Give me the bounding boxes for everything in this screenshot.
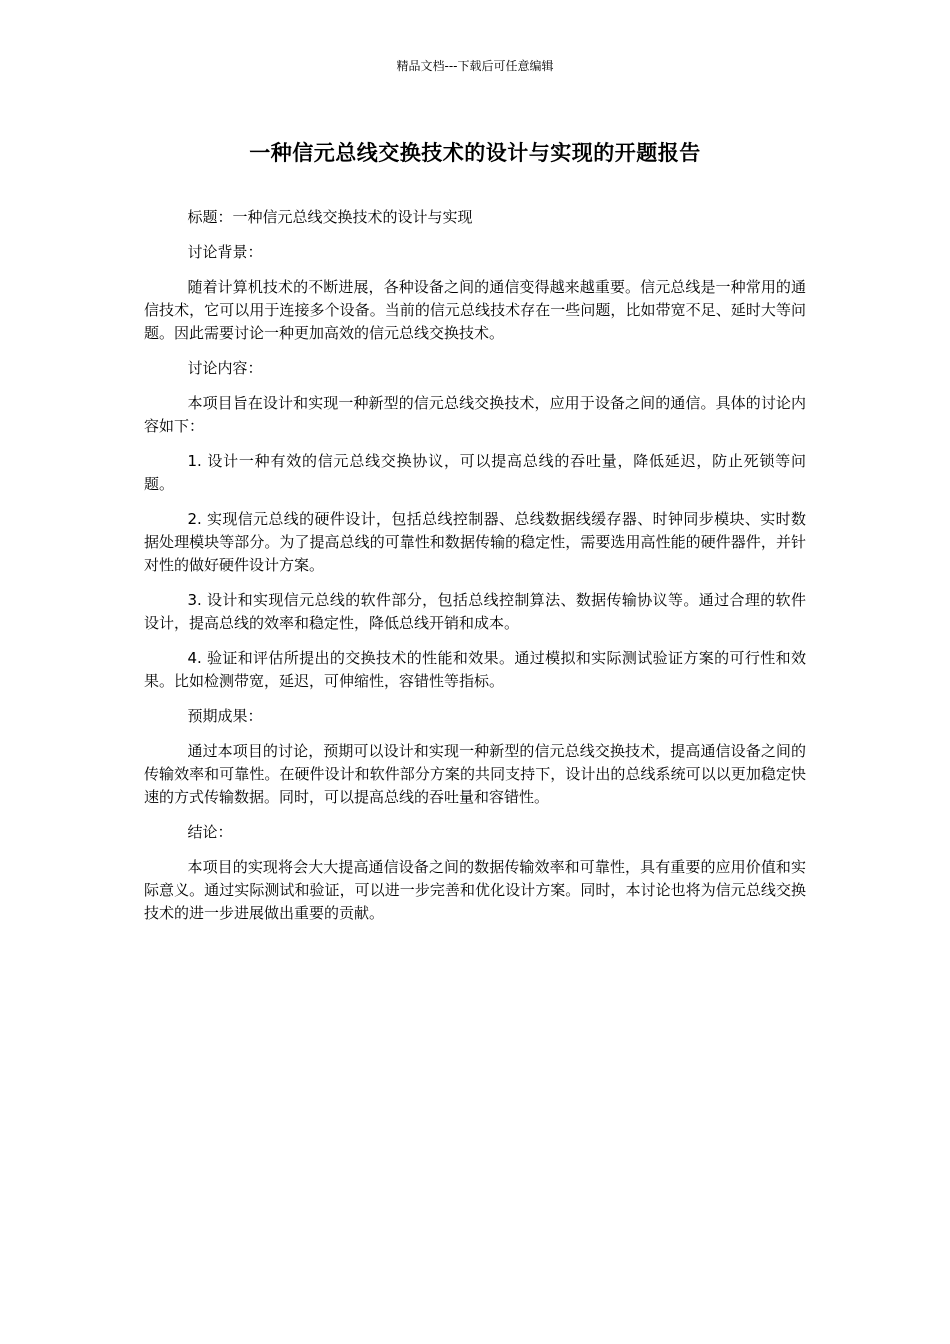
- heading-content: 讨论内容：: [187, 359, 263, 377]
- paragraph-background: 随着计算机技术的不断进展，各种设备之间的通信变得越来越重要。信元总线是一种常用的通信技术，它可以用于连接多个设备。当前的信元总线技术存在一些问题，比如带宽不足、延时大等问题。因此需要讨论一种更加高效的信元总线交换技术。: [144, 278, 806, 342]
- paragraph-item-1: 1. 设计一种有效的信元总线交换协议，可以提高总线的吞吐量，降低延迟，防止死锁等问题。: [144, 452, 806, 493]
- paragraph-content-intro: 本项目旨在设计和实现一种新型的信元总线交换技术，应用于设备之间的通信。具体的讨论内容如下：: [144, 394, 806, 435]
- paragraph-conclusion: 本项目的实现将会大大提高通信设备之间的数据传输效率和可靠性，具有重要的应用价值和实际意义。通过实际测试和验证，可以进一步完善和优化设计方案。同时，本讨论也将为信元总线交换技术的进一步进展做出重要的贡献。: [144, 858, 806, 922]
- paragraph-expected-results: 通过本项目的讨论，预期可以设计和实现一种新型的信元总线交换技术，提高通信设备之间的传输效率和可靠性。在硬件设计和软件部分方案的共同支持下，设计出的总线系统可以以更加稳定快速的方式传输数据。同时，可以提高总线的吞吐量和容错性。: [144, 742, 806, 806]
- paragraph-item-3: 3. 设计和实现信元总线的软件部分，包括总线控制算法、数据传输协议等。通过合理的软件设计，提高总线的效率和稳定性，降低总线开销和成本。: [144, 591, 806, 632]
- heading-conclusion: 结论：: [187, 823, 233, 841]
- heading-background: 讨论背景：: [187, 243, 263, 261]
- paragraph-item-4: 4. 验证和评估所提出的交换技术的性能和效果。通过模拟和实际测试验证方案的可行性和效果。比如检测带宽，延迟，可伸缩性，容错性等指标。: [144, 649, 806, 690]
- document-body: [144, 206, 806, 937]
- document-title: 一种信元总线交换技术的设计与实现的开题报告: [249, 141, 701, 165]
- heading-expected-results: 预期成果：: [187, 707, 263, 725]
- paragraph-subject: 标题：一种信元总线交换技术的设计与实现: [187, 208, 473, 226]
- page-header: 精品文档---下载后可任意编辑: [396, 59, 554, 73]
- paragraph-item-2: 2. 实现信元总线的硬件设计，包括总线控制器、总线数据线缓存器、时钟同步模块、实时数据处理模块等部分。为了提高总线的可靠性和数据传输的稳定性，需要选用高性能的硬件器件，并针对性的做好硬件设计方案。: [144, 510, 806, 574]
